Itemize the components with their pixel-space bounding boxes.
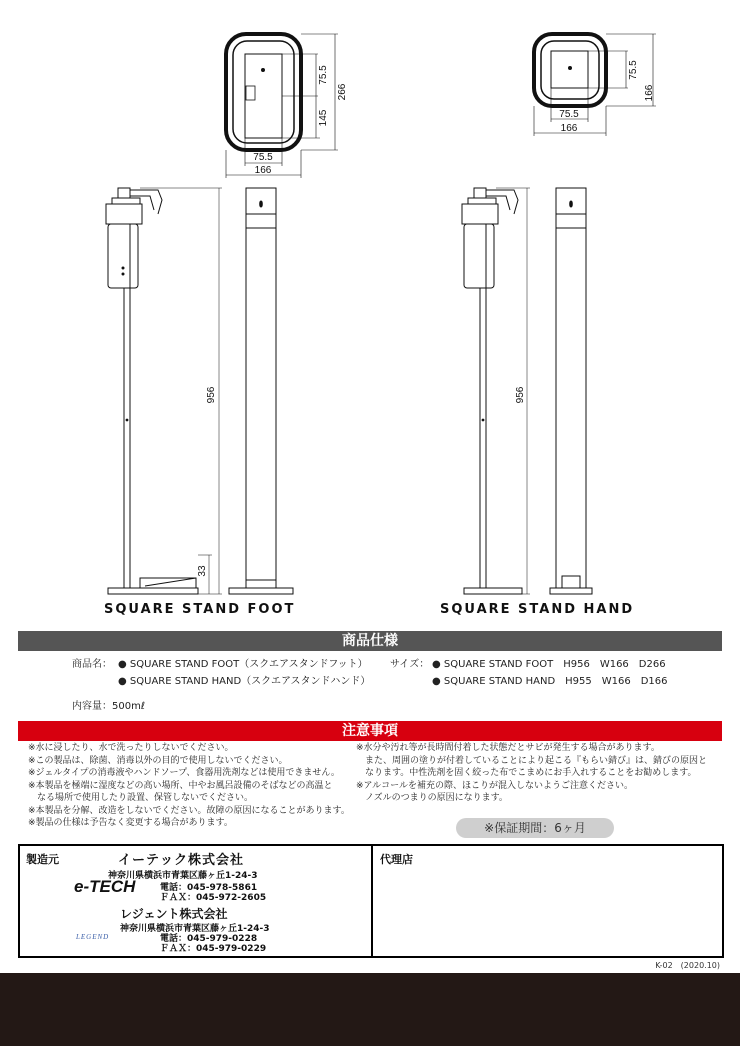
dim-right-height: 956 [515, 386, 526, 404]
dim-right-w2: 166 [560, 123, 578, 134]
spec-size-label: サイズ： [390, 659, 430, 670]
caution-note: ※製品の仕様は予告なく変更する場合があります。 [28, 818, 233, 828]
dim-left-w1: 75.5 [253, 152, 273, 163]
spec-name-label: 商品名： [72, 659, 112, 670]
caution-note: ※水に浸したり、水で洗ったりしないでください。 [28, 743, 234, 753]
spec-size-2-text: SQUARE STAND HAND H955 W166 D166 [443, 676, 668, 687]
spec-size-1: ● SQUARE STAND FOOT H956 W166 D266 [432, 659, 666, 670]
company2-tel: 電話：045-979-0228 [160, 934, 258, 944]
caution-left-notes [28, 742, 350, 830]
spec-product-1: ● SQUARE STAND FOOT（スクエアスタンドフット） [118, 659, 368, 670]
caution-note: なります。中性洗剤を固く絞った布でこまめにお手入れすることをお勧めします。 [356, 768, 697, 778]
company1-address: 神奈川県横浜市青葉区藤ヶ丘1-24-3 [108, 871, 258, 881]
caution-right-notes [356, 742, 707, 805]
caution-note: なる場所で使用したり設置、保管しないでください。 [28, 793, 254, 803]
left-top-view [226, 34, 338, 178]
left-front-elevation [229, 188, 293, 594]
right-front-elevation [550, 188, 592, 594]
dim-left-d3: 145 [318, 109, 329, 127]
caution-title-band: 注意事項 [18, 721, 722, 741]
model-label-hand: SQUARE STAND HAND [440, 602, 635, 617]
dim-right-w1: 75.5 [559, 109, 579, 120]
company2-address: 神奈川県横浜市青葉区藤ヶ丘1-24-3 [120, 924, 270, 934]
caution-note: また、周囲の塗りが付着していることにより起こる『もらい錆び』は、錆びの原因と [356, 755, 708, 766]
left-side-elevation [106, 188, 222, 594]
spec-title-band: 商品仕様 [18, 631, 722, 651]
caution-note: ※水分や汚れ等が長時間付着した状態だとサビが発生する場合があります。 [356, 743, 660, 753]
caution-note: ※本製品を分解、改造をしないでください。故障の原因になることがあります。 [28, 805, 350, 816]
company2-name: レジェント株式会社 [120, 907, 228, 921]
company2-fax: ＦＡＸ：045-979-0229 [160, 944, 267, 954]
company1-fax: ＦＡＸ：045-972-2605 [160, 893, 267, 903]
caution-note: ノズルのつまりの原因になります。 [356, 793, 508, 803]
company1-tel: 電話：045-978-5861 [160, 883, 258, 893]
dim-left-d1: 75.5 [318, 65, 329, 85]
right-top-view [534, 34, 656, 136]
caution-note: ※この製品は、除菌、消毒以外の目的で使用しないでください。 [28, 755, 288, 766]
dim-right-d1: 75.5 [628, 60, 639, 80]
company1-name: イーテック株式会社 [118, 853, 245, 868]
company-divider [371, 846, 373, 956]
caution-note: ※アルコールを補充の際、ほこりが混入しないようご注意ください。 [356, 780, 634, 791]
dim-left-height: 956 [206, 386, 217, 404]
agent-label: 代理店 [380, 853, 413, 866]
spec-product-1-text: SQUARE STAND FOOT（スクエアスタンドフット） [129, 659, 368, 670]
caution-note: ※ジェルタイプの消毒液やハンドソープ、食器用洗剤などは使用できません。 [28, 768, 340, 778]
spec-size-1-text: SQUARE STAND FOOT H956 W166 D266 [443, 659, 666, 670]
spec-capacity: 内容量：500mℓ [72, 701, 145, 712]
bottom-bar [0, 973, 740, 1046]
dim-left-d2: 266 [337, 83, 348, 101]
spec-size-2: ● SQUARE STAND HAND H955 W166 D166 [432, 676, 668, 687]
caution-note: ※本製品を極端に湿度などの高い場所、中やお風呂設備のそばなどの高温と [28, 780, 333, 791]
document-code: K-02 (2020.10) [655, 961, 720, 970]
spec-product-2-text: SQUARE STAND HAND（スクエアスタンドハンド） [129, 676, 371, 687]
legend-logo: LEGEND [76, 933, 110, 941]
dim-right-d2: 166 [644, 84, 655, 102]
warranty-badge: ※保証期間：6ヶ月 [456, 818, 614, 838]
model-label-foot: SQUARE STAND FOOT [104, 602, 296, 617]
dim-left-w2: 166 [254, 165, 272, 176]
maker-label: 製造元 [26, 853, 59, 866]
dim-left-foot: 33 [197, 565, 208, 577]
spec-product-2: ● SQUARE STAND HAND（スクエアスタンドハンド） [118, 676, 371, 687]
etech-logo: e-TECH [74, 877, 136, 896]
